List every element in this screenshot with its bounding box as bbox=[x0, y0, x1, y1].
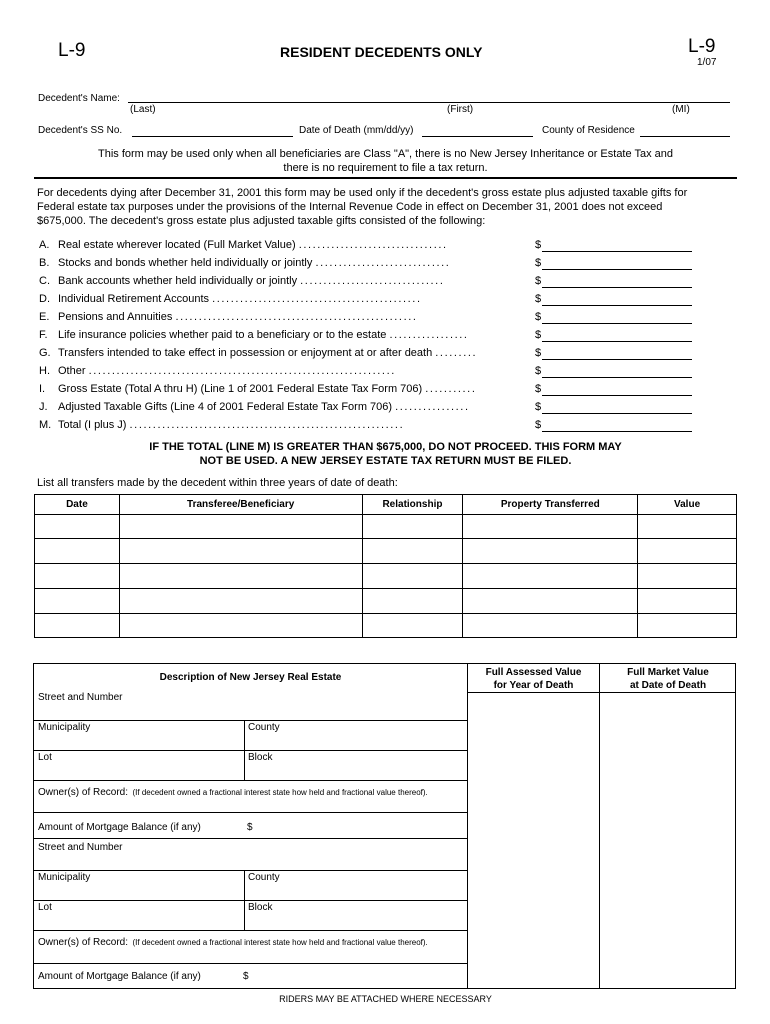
last-name-label: (Last) bbox=[130, 104, 156, 115]
transfers-intro: List all transfers made by the decedent within three years of date of death: bbox=[37, 477, 398, 489]
column-header-value: Value bbox=[638, 495, 737, 515]
dollar-sign: $ bbox=[247, 822, 253, 833]
relationship-cell[interactable] bbox=[362, 589, 463, 614]
amount-field-e[interactable] bbox=[542, 323, 692, 324]
dollar-sign: $ bbox=[535, 239, 542, 251]
decedent-name-label: Decedent's Name: bbox=[38, 93, 120, 104]
street-label: Street and Number bbox=[38, 842, 123, 853]
county-label: County bbox=[248, 872, 280, 883]
date-cell[interactable] bbox=[35, 539, 120, 564]
transferee-cell[interactable] bbox=[119, 564, 362, 589]
relationship-cell[interactable] bbox=[362, 515, 463, 539]
row-divider bbox=[34, 812, 467, 813]
amount-field-g[interactable] bbox=[542, 359, 692, 360]
form-code-right: L-9 bbox=[688, 36, 716, 57]
dollar-sign: $ bbox=[535, 311, 542, 323]
property-divider bbox=[34, 838, 467, 839]
dollar-sign: $ bbox=[535, 401, 542, 413]
dollar-sign: $ bbox=[535, 293, 542, 305]
amount-field-j[interactable] bbox=[542, 413, 692, 414]
amount-field-d[interactable] bbox=[542, 305, 692, 306]
transferee-cell[interactable] bbox=[119, 539, 362, 564]
schedule-row-g: G. Transfers intended to take effect in possession or enjoyment at or after death ......... bbox=[39, 347, 478, 359]
county-of-residence-label: County of Residence bbox=[542, 125, 635, 136]
amount-field-m[interactable] bbox=[542, 431, 692, 432]
transferee-cell[interactable] bbox=[119, 515, 362, 539]
amount-field-c[interactable] bbox=[542, 287, 692, 288]
dollar-sign: $ bbox=[535, 257, 542, 269]
county-label: County bbox=[248, 722, 280, 733]
middle-initial-label: (MI) bbox=[672, 104, 690, 115]
date-cell[interactable] bbox=[35, 614, 120, 638]
page-title: RESIDENT DECEDENTS ONLY bbox=[280, 44, 483, 60]
date-of-death-field[interactable] bbox=[422, 136, 533, 137]
transfers-table bbox=[34, 494, 737, 638]
table-row bbox=[35, 539, 737, 564]
owner-of-record: Owner(s) of Record: (If decedent owned a fractional interest state how held and fractional value thereof). bbox=[38, 937, 428, 948]
column-divider bbox=[599, 663, 600, 989]
schedule-row-e: E. Pensions and Annuities .................................................... bbox=[39, 311, 418, 323]
row-divider bbox=[34, 750, 467, 751]
notice-line-1: This form may be used only when all beneficiaries are Class "A", there is no New Jersey Inheritance or Estate Tax and bbox=[98, 148, 673, 160]
street-label: Street and Number bbox=[38, 692, 123, 703]
property-cell[interactable] bbox=[463, 589, 638, 614]
schedule-row-b: B. Stocks and bonds whether held individually or jointly ............................. bbox=[39, 257, 451, 269]
relationship-cell[interactable] bbox=[362, 614, 463, 638]
county-of-residence-field[interactable] bbox=[640, 136, 730, 137]
column-header-relationship: Relationship bbox=[362, 495, 463, 515]
intro-line-1: For decedents dying after December 31, 2001 this form may be used only if the decedent's gross estate plus adjusted taxable gifts for bbox=[37, 187, 688, 199]
assessed-value-header-1: Full Assessed Value bbox=[485, 667, 582, 678]
market-value-header-1: Full Market Value bbox=[627, 667, 709, 678]
ss-number-label: Decedent's SS No. bbox=[38, 125, 123, 136]
dollar-sign: $ bbox=[243, 971, 249, 982]
schedule-row-f: F. Life insurance policies whether paid to a beneficiary or to the estate ................. bbox=[39, 329, 469, 341]
revision-date: 1/07 bbox=[697, 57, 717, 68]
relationship-cell[interactable] bbox=[362, 539, 463, 564]
value-cell[interactable] bbox=[638, 539, 737, 564]
owner-of-record: Owner(s) of Record: (If decedent owned a fractional interest state how held and fractional value thereof). bbox=[38, 787, 428, 798]
value-cell[interactable] bbox=[638, 515, 737, 539]
property-cell[interactable] bbox=[463, 515, 638, 539]
dollar-sign: $ bbox=[535, 383, 542, 395]
decedent-name-field[interactable] bbox=[128, 102, 730, 103]
table-row bbox=[35, 564, 737, 589]
warning-line-1: IF THE TOTAL (LINE M) IS GREATER THAN $675,000, DO NOT PROCEED. THIS FORM MAY bbox=[149, 441, 622, 453]
header-divider bbox=[467, 692, 736, 693]
property-cell[interactable] bbox=[463, 539, 638, 564]
municipality-label: Municipality bbox=[38, 722, 91, 733]
row-divider bbox=[34, 870, 467, 871]
date-cell[interactable] bbox=[35, 515, 120, 539]
relationship-cell[interactable] bbox=[362, 564, 463, 589]
column-header-transferee: Transferee/Beneficiary bbox=[119, 495, 362, 515]
row-divider bbox=[34, 963, 467, 964]
notice-line-2: there is no requirement to file a tax return. bbox=[283, 162, 488, 174]
property-cell[interactable] bbox=[463, 564, 638, 589]
intro-line-2: Federal estate tax purposes under the provisions of the Internal Revenue Code in effect on December 31, 2001 does not exceed bbox=[37, 201, 663, 213]
block-label: Block bbox=[248, 902, 273, 913]
property-cell[interactable] bbox=[463, 614, 638, 638]
schedule-row-j: J. Adjusted Taxable Gifts (Line 4 of 2001 Federal Estate Tax Form 706) ................ bbox=[39, 401, 470, 413]
column-header-property: Property Transferred bbox=[463, 495, 638, 515]
form-code-left: L-9 bbox=[58, 40, 86, 61]
warning-line-2: NOT BE USED. A NEW JERSEY ESTATE TAX RETURN MUST BE FILED. bbox=[199, 455, 572, 467]
schedule-row-c: C. Bank accounts whether held individually or jointly ............................... bbox=[39, 275, 445, 287]
dollar-sign: $ bbox=[535, 365, 542, 377]
lot-label: Lot bbox=[38, 752, 52, 763]
row-divider bbox=[34, 780, 467, 781]
schedule-row-i: I. Gross Estate (Total A thru H) (Line 1 of 2001 Federal Estate Tax Form 706) ........... bbox=[39, 383, 477, 395]
date-cell[interactable] bbox=[35, 589, 120, 614]
ss-number-field[interactable] bbox=[132, 136, 293, 137]
dollar-sign: $ bbox=[535, 329, 542, 341]
amount-field-i[interactable] bbox=[542, 395, 692, 396]
amount-field-h[interactable] bbox=[542, 377, 692, 378]
row-divider bbox=[34, 930, 467, 931]
column-header-date: Date bbox=[35, 495, 120, 515]
value-cell[interactable] bbox=[638, 564, 737, 589]
table-row bbox=[35, 515, 737, 539]
mortgage-label: Amount of Mortgage Balance (if any) bbox=[38, 822, 201, 833]
amount-field-b[interactable] bbox=[542, 269, 692, 270]
transferee-cell[interactable] bbox=[119, 614, 362, 638]
municipality-label: Municipality bbox=[38, 872, 91, 883]
dollar-sign: $ bbox=[535, 419, 542, 431]
amount-field-f[interactable] bbox=[542, 341, 692, 342]
lot-label: Lot bbox=[38, 902, 52, 913]
notice-divider bbox=[34, 177, 737, 179]
block-label: Block bbox=[248, 752, 273, 763]
dollar-sign: $ bbox=[535, 275, 542, 287]
intro-line-3: $675,000. The decedent's gross estate plus adjusted taxable gifts consisted of the following: bbox=[37, 215, 486, 227]
assessed-value-header-2: for Year of Death bbox=[493, 680, 574, 691]
schedule-row-m: M. Total (I plus J) ........................................................... bbox=[39, 419, 405, 431]
first-name-label: (First) bbox=[447, 104, 474, 115]
mortgage-label: Amount of Mortgage Balance (if any) bbox=[38, 971, 201, 982]
dollar-sign: $ bbox=[535, 347, 542, 359]
schedule-row-h: H. Other .................................................................. bbox=[39, 365, 396, 377]
row-divider bbox=[34, 720, 467, 721]
schedule-row-d: D. Individual Retirement Accounts ............................................. bbox=[39, 293, 422, 305]
market-value-header-2: at Date of Death bbox=[629, 680, 707, 691]
date-cell[interactable] bbox=[35, 564, 120, 589]
amount-field-a[interactable] bbox=[542, 251, 692, 252]
table-row bbox=[35, 589, 737, 614]
column-divider bbox=[467, 663, 468, 989]
riders-note: RIDERS MAY BE ATTACHED WHERE NECESSARY bbox=[279, 994, 492, 1004]
date-of-death-label: Date of Death (mm/dd/yy) bbox=[299, 125, 414, 136]
value-cell[interactable] bbox=[638, 614, 737, 638]
row-divider bbox=[34, 900, 467, 901]
table-row bbox=[35, 614, 737, 638]
transferee-cell[interactable] bbox=[119, 589, 362, 614]
schedule-row-a: A. Real estate wherever located (Full Market Value) ................................ bbox=[39, 239, 448, 251]
description-header: Description of New Jersey Real Estate bbox=[159, 672, 342, 683]
value-cell[interactable] bbox=[638, 589, 737, 614]
